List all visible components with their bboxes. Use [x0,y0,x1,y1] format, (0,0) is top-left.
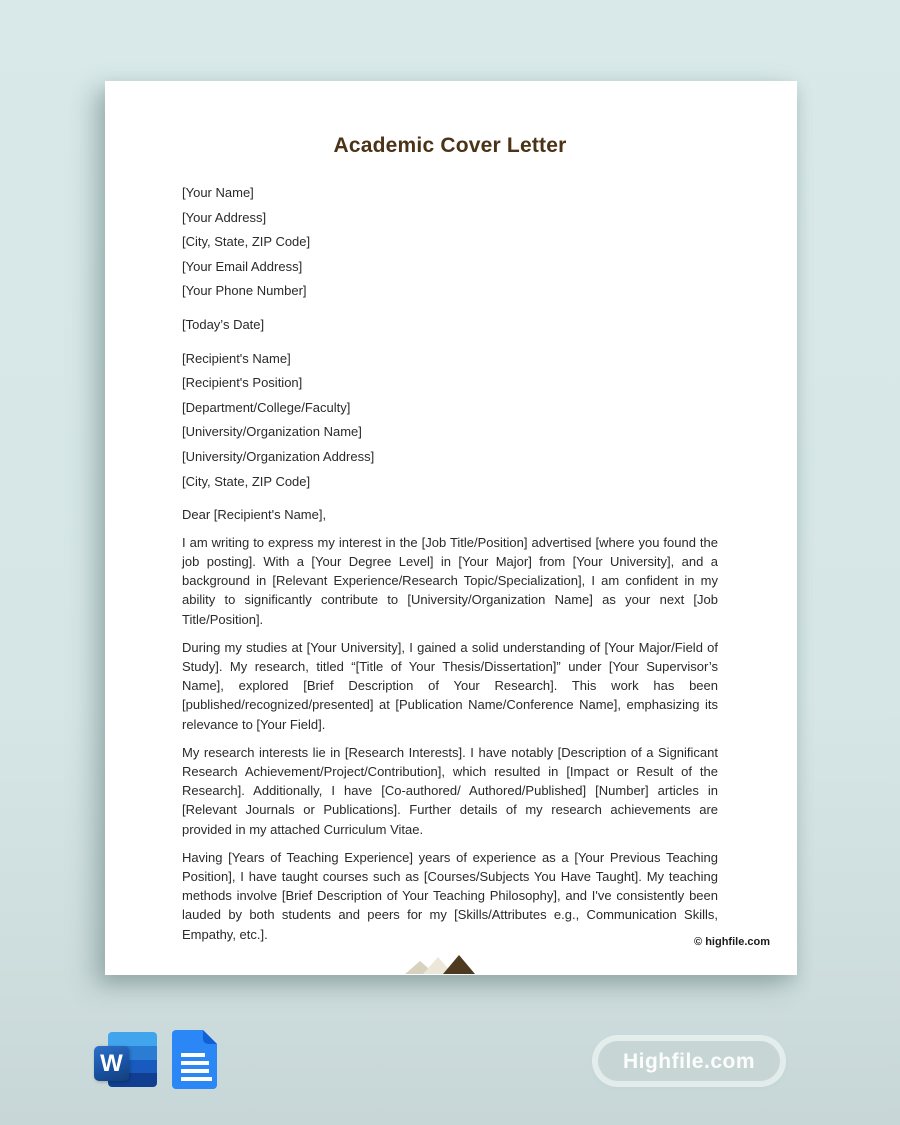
letter-paragraph-studies: During my studies at [Your University], I gained a solid understanding of [Your Major/Field of Study]. My research, titled “[Title of Your Thesis/Dissertation]” under [Your Supervisor’s Name], explored [Brief Description of Your Research]. This work has been [published/recognized/presented] at [Publication Name/Conference Name], emphasizing its relevance to [Your Field]. [182,639,718,732]
document-title: Academic Cover Letter [333,134,567,157]
recipient-line-university: [University/Organization Name] [182,424,362,440]
sender-line-name: [Your Name] [182,185,254,200]
sender-line-phone: [Your Phone Number] [182,283,307,299]
gdocs-folded-corner [203,1030,217,1044]
mountains-logo-icon [405,955,475,975]
recipient-line-name: [Recipient's Name] [182,350,291,366]
sender-line-address: [Your Address] [182,209,267,225]
letter-paragraph-intro: I am writing to express my interest in the [Job Title/Position] advertised [where you found the job posting]. With a [Your Degree Level] in [Your Major] from [Your University], and a background in [Relevant Experience/Research Topic/Specialization], I am confident in my ability to significantly contribute to [University/Organization Name] as your next [Job Title/Position]. [182,534,718,627]
recipient-line-position: [Recipient's Position] [182,375,303,391]
mountain-peak-right [443,955,475,974]
microsoft-word-icon[interactable] [94,1029,157,1092]
recipient-line-city: [City, State, ZIP Code] [182,473,311,489]
date-line: [Today’s Date] [182,316,265,332]
letter-paragraph-research: My research interests lie in [Research Interests]. I have notably [Description of a Significant Research Achievement/Project/Contribution], which resulted in [Impact or Result of the Research]. Additionally, I have [Co-authored/ Authored/Published] [Number] articles in [Relevant Journals or Publications]. Further details of my research achievements are provided in my attached Curriculum Vitae. [182,744,718,837]
copyright-notice: © highfile.com [694,936,770,948]
salutation-line: Dear [Recipient's Name], [182,507,327,523]
word-letter-tile: W [94,1046,129,1081]
highfile-brand-button[interactable]: Highfile.com [598,1041,780,1081]
recipient-block [182,347,718,495]
google-docs-icon[interactable] [172,1030,217,1089]
document-page [105,81,797,975]
sender-block [182,181,718,304]
sender-line-email: [Your Email Address] [182,258,303,274]
gdocs-text-lines [181,1053,212,1085]
sender-line-city: [City, State, ZIP Code] [182,234,311,250]
recipient-line-university-address: [University/Organization Address] [182,448,375,464]
recipient-line-department: [Department/College/Faculty] [182,399,351,415]
letter-paragraph-teaching: Having [Years of Teaching Experience] years of experience as a [Your Previous Teaching Position], I have taught courses such as [Courses/Subjects You Have Taught]. My teaching methods involve [Brief Description of Your Teaching Philosophy], and I've consistently been lauded by both students and peers for my [Skills/Attributes e.g., Communication Skills, Empathy, etc.]. [182,849,718,942]
